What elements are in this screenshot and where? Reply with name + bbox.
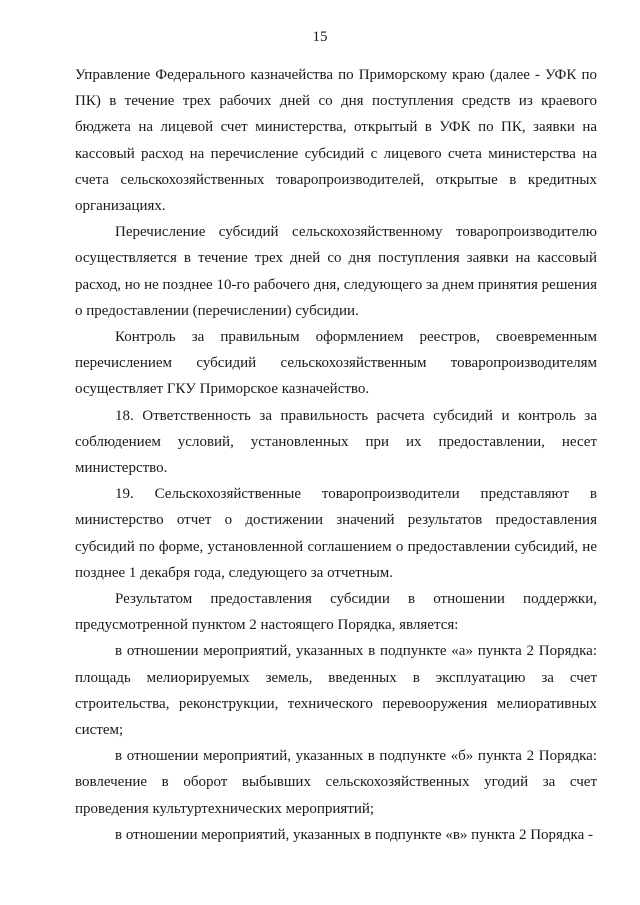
paragraph-subsidy-transfer: Перечисление субсидий сельскохозяйственному товаропроизводителю осуществляется в течение трех дней со дня поступления заявки на кассовый расход, но не позднее 10-го рабочего дня, следующего за днем принятия решения о предоставлении (перечислении) субсидии.: [75, 224, 597, 319]
page-number: 15: [312, 29, 328, 45]
paragraph-item-18: 18. Ответственность за правильность расчета субсидий и контроль за соблюдением условий, установленных при их предоставлении, несет министерство.: [75, 407, 597, 477]
paragraph-registry-control: Контроль за правильным оформлением реестров, своевременным перечислением субсидий сельскохозяйственным товаропроизводителям осуществляет ГКУ Приморское казначейство.: [75, 329, 597, 398]
paragraph-result-intro: Результатом предоставления субсидии в отношении поддержки, предусмотренной пунктом 2 настоящего Порядка, является:: [75, 591, 597, 634]
document-body: [75, 62, 597, 848]
paragraph-result-b: в отношении мероприятий, указанных в подпункте «б» пункта 2 Порядка: вовлечение в оборот выбывших сельскохозяйственных угодий за счет проведения культуртехнических мероприятий;: [75, 748, 597, 817]
paragraph-ufk-applications: Управление Федерального казначейства по Приморскому краю (далее - УФК по ПК) в течение трех рабочих дней со дня поступления средств из краевого бюджета на лицевой счет министерства, открытый в УФК по ПК, заявки на кассовый расход на перечисление субсидий с лицевого счета министерства на счета сельскохозяйственных товаропроизводителей, открытые в кредитных организациях.: [75, 67, 597, 215]
paragraph-result-a: в отношении мероприятий, указанных в подпункте «а» пункта 2 Порядка: площадь мелиорируемых земель, введенных в эксплуатацию за счет строительства, реконструкции, технического перевооружения мелиоративных систем;: [75, 643, 597, 739]
paragraph-result-c: в отношении мероприятий, указанных в подпункте «в» пункта 2 Порядка -: [115, 826, 594, 843]
paragraph-item-19: 19. Сельскохозяйственные товаропроизводители представляют в министерство отчет о достижении значений результатов предоставления субсидий по форме, установленной соглашением о предоставлении субсидий, не позднее 1 декабря года, следующего за отчетным.: [75, 486, 597, 581]
